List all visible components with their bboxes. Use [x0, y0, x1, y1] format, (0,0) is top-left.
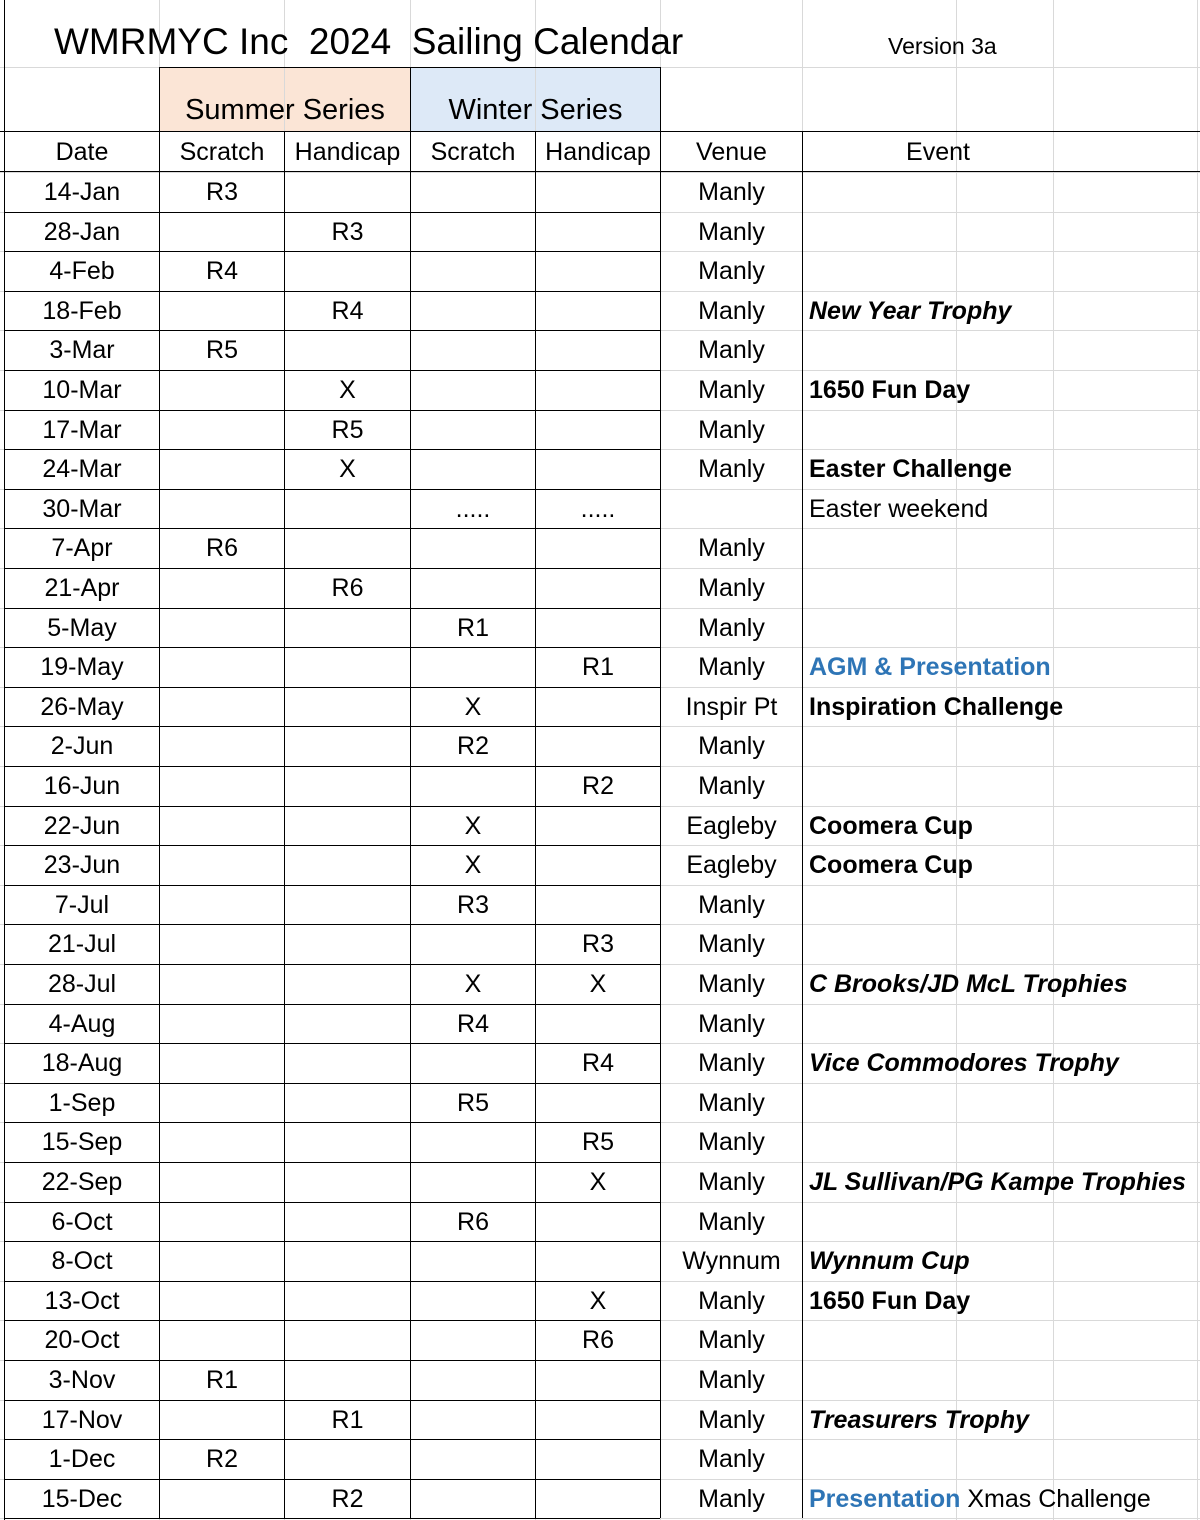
summer-scratch-cell — [160, 924, 284, 964]
winter-scratch-cell — [411, 172, 535, 212]
summer-handicap-cell: R6 — [331, 574, 364, 602]
summer-scratch-cell — [160, 845, 284, 885]
date-cell: 7-Jul — [54, 891, 110, 919]
venue-cell: Wynnum — [682, 1247, 781, 1275]
winter-scratch-cell: ..... — [455, 495, 491, 523]
summer-scratch-cell — [160, 1241, 284, 1281]
summer-scratch-cell — [160, 1400, 284, 1440]
summer-scratch-cell: R4 — [206, 257, 238, 285]
venue-cell: Eagleby — [686, 851, 777, 879]
summer-scratch-cell — [160, 410, 284, 450]
summer-handicap-cell: X — [339, 376, 356, 404]
summer-scratch-cell — [160, 291, 284, 331]
summer-handicap-cell — [285, 1043, 410, 1083]
venue-cell: Manly — [698, 1406, 765, 1434]
venue-cell: Manly — [698, 455, 765, 483]
winter-handicap-cell — [536, 608, 660, 648]
winter-scratch-cell — [411, 647, 535, 687]
date-cell: 24-Mar — [42, 455, 122, 483]
date-cell: 7-Apr — [51, 534, 113, 562]
date-cell: 26-May — [40, 693, 124, 721]
venue-cell: Inspir Pt — [685, 693, 778, 721]
summer-scratch-cell — [160, 885, 284, 925]
venue-cell: Manly — [698, 1089, 765, 1117]
summer-handicap-cell — [285, 845, 410, 885]
event-cell — [803, 1439, 1199, 1479]
header-summer-scratch: Scratch — [179, 138, 265, 166]
winter-scratch-cell — [411, 1162, 535, 1202]
winter-scratch-cell — [411, 1479, 535, 1519]
summer-handicap-cell — [285, 924, 410, 964]
winter-handicap-cell: R4 — [582, 1049, 614, 1077]
winter-scratch-cell: R5 — [457, 1089, 489, 1117]
date-cell: 16-Jun — [43, 772, 121, 800]
event-cell — [803, 1083, 1199, 1123]
winter-scratch-cell — [411, 528, 535, 568]
winter-handicap-cell — [536, 1202, 660, 1242]
event-cell — [803, 885, 1199, 925]
winter-handicap-cell: X — [589, 1287, 607, 1315]
winter-scratch-cell — [411, 449, 535, 489]
header-winter-handicap: Handicap — [545, 138, 651, 166]
summer-handicap-cell — [285, 1004, 410, 1044]
venue-cell: Manly — [698, 416, 765, 444]
date-cell: 2-Jun — [50, 732, 114, 760]
venue-cell: Manly — [698, 376, 765, 404]
winter-handicap-cell — [536, 1360, 660, 1400]
winter-scratch-cell: X — [464, 970, 482, 998]
winter-handicap-cell — [536, 1004, 660, 1044]
date-cell: 18-Feb — [42, 297, 122, 325]
summer-handicap-cell — [285, 726, 410, 766]
date-cell: 5-May — [47, 614, 117, 642]
venue-cell: Manly — [698, 178, 765, 206]
summer-handicap-cell: X — [339, 455, 356, 483]
summer-scratch-cell — [160, 1043, 284, 1083]
winter-scratch-cell: R4 — [457, 1010, 489, 1038]
header-date: Date — [55, 138, 109, 166]
event-cell: AGM & Presentation — [809, 653, 1051, 681]
date-cell: 15-Sep — [41, 1128, 123, 1156]
winter-handicap-cell — [536, 568, 660, 608]
venue-cell: Manly — [698, 1010, 765, 1038]
event-cell — [803, 1479, 1199, 1519]
winter-handicap-cell — [536, 291, 660, 331]
winter-scratch-cell — [411, 1281, 535, 1321]
summer-handicap-cell — [285, 964, 410, 1004]
winter-handicap-cell — [536, 1241, 660, 1281]
summer-scratch-cell — [160, 964, 284, 1004]
event-cell — [803, 1360, 1199, 1400]
winter-handicap-cell: X — [589, 1168, 607, 1196]
summer-scratch-cell — [160, 1281, 284, 1321]
event-cell — [803, 330, 1199, 370]
venue-cell: Manly — [698, 653, 765, 681]
event-highlight: Presentation — [809, 1485, 961, 1513]
summer-scratch-cell — [160, 726, 284, 766]
winter-scratch-cell — [411, 1122, 535, 1162]
summer-handicap-cell — [285, 1360, 410, 1400]
summer-scratch-cell — [160, 1202, 284, 1242]
date-cell: 23-Jun — [43, 851, 121, 879]
summer-handicap-cell — [285, 1439, 410, 1479]
summer-handicap-cell — [285, 885, 410, 925]
summer-handicap-cell — [285, 1122, 410, 1162]
summer-scratch-cell — [160, 1004, 284, 1044]
winter-scratch-cell — [411, 1400, 535, 1440]
event-cell: 1650 Fun Day — [809, 1287, 971, 1315]
winter-handicap-cell — [536, 845, 660, 885]
summer-handicap-cell — [285, 647, 410, 687]
summer-scratch-cell: R1 — [206, 1366, 238, 1394]
summer-scratch-cell: R5 — [206, 336, 238, 364]
event-cell: Easter Challenge — [809, 455, 1012, 483]
summer-handicap-cell — [285, 1241, 410, 1281]
event-cell — [803, 568, 1199, 608]
date-cell: 20-Oct — [44, 1326, 120, 1354]
date-cell: 14-Jan — [43, 178, 121, 206]
winter-handicap-cell: X — [589, 970, 607, 998]
summer-scratch-cell — [160, 1479, 284, 1519]
event-cell — [803, 212, 1199, 252]
event-cell — [803, 410, 1199, 450]
winter-scratch-cell — [411, 1439, 535, 1479]
winter-handicap-cell — [536, 410, 660, 450]
winter-handicap-cell — [536, 330, 660, 370]
summer-handicap-cell: R3 — [331, 218, 364, 246]
date-cell: 21-Apr — [44, 574, 120, 602]
venue-cell: Manly — [698, 336, 765, 364]
winter-scratch-cell: R3 — [457, 891, 489, 919]
summer-handicap-cell — [285, 172, 410, 212]
summer-handicap-cell — [285, 1320, 410, 1360]
venue-cell: Manly — [698, 1287, 765, 1315]
event-cell — [803, 1320, 1199, 1360]
winter-handicap-cell — [536, 528, 660, 568]
date-cell: 4-Feb — [49, 257, 115, 285]
event-cell — [803, 608, 1199, 648]
summer-scratch-cell — [160, 449, 284, 489]
date-cell: 17-Mar — [42, 416, 122, 444]
venue-cell: Manly — [698, 930, 765, 958]
event-cell: Wynnum Cup — [809, 1247, 970, 1275]
winter-scratch-cell — [411, 330, 535, 370]
venue-cell: Manly — [698, 772, 765, 800]
winter-handicap-cell — [536, 1400, 660, 1440]
summer-handicap-cell — [285, 1202, 410, 1242]
winter-handicap-cell: R1 — [582, 653, 614, 681]
event-cell: JL Sullivan/PG Kampe Trophies — [809, 1168, 1186, 1196]
event-cell: Coomera Cup — [809, 812, 973, 840]
date-cell: 1-Dec — [48, 1445, 116, 1473]
event-cell — [803, 172, 1199, 212]
date-cell: 28-Jul — [47, 970, 117, 998]
summer-scratch-cell — [160, 806, 284, 846]
event-cell: New Year Trophy — [809, 297, 1012, 325]
winter-handicap-cell: R6 — [582, 1326, 614, 1354]
event-cell — [803, 924, 1199, 964]
summer-handicap-cell: R4 — [331, 297, 364, 325]
winter-handicap-cell — [536, 212, 660, 252]
header-winter-scratch: Scratch — [430, 138, 516, 166]
summer-handicap-cell — [285, 1083, 410, 1123]
winter-handicap-cell: R5 — [582, 1128, 614, 1156]
winter-handicap-cell: R3 — [582, 930, 614, 958]
winter-scratch-cell — [411, 370, 535, 410]
date-cell: 30-Mar — [42, 495, 122, 523]
venue-cell: Manly — [698, 970, 765, 998]
event-cell — [803, 1202, 1199, 1242]
venue-cell: Manly — [698, 1326, 765, 1354]
date-cell: 1-Sep — [48, 1089, 116, 1117]
header-event: Event — [906, 138, 970, 166]
venue-cell: Eagleby — [686, 812, 777, 840]
winter-handicap-cell — [536, 449, 660, 489]
event-cell — [803, 766, 1199, 806]
date-cell: 28-Jan — [43, 218, 121, 246]
venue-cell: Manly — [698, 1168, 765, 1196]
winter-scratch-cell: X — [464, 812, 482, 840]
winter-scratch-cell — [411, 766, 535, 806]
summer-handicap-cell — [285, 766, 410, 806]
winter-handicap-cell — [536, 370, 660, 410]
date-cell: 19-May — [40, 653, 124, 681]
winter-handicap-cell — [536, 806, 660, 846]
summer-handicap-cell — [285, 1162, 410, 1202]
date-cell: 10-Mar — [42, 376, 122, 404]
date-cell: 18-Aug — [41, 1049, 123, 1077]
event-cell — [803, 1122, 1199, 1162]
summer-scratch-cell — [160, 1320, 284, 1360]
venue-cell: Manly — [698, 1485, 765, 1513]
date-cell: 22-Sep — [41, 1168, 123, 1196]
summer-scratch-cell: R6 — [206, 534, 238, 562]
winter-scratch-cell — [411, 1320, 535, 1360]
winter-scratch-cell — [411, 1241, 535, 1281]
page-title: WMRMYC Inc 2024 Sailing Calendar — [54, 21, 684, 62]
venue-cell: Manly — [698, 891, 765, 919]
summer-scratch-cell — [160, 1083, 284, 1123]
venue-cell: Manly — [698, 732, 765, 760]
venue-cell: Manly — [698, 1208, 765, 1236]
winter-handicap-cell — [536, 726, 660, 766]
summer-series-label: Summer Series — [185, 94, 385, 126]
summer-handicap-cell — [285, 608, 410, 648]
venue-cell: Manly — [698, 1128, 765, 1156]
event-cell — [803, 726, 1199, 766]
event-cell: 1650 Fun Day — [809, 376, 971, 404]
winter-scratch-cell — [411, 1043, 535, 1083]
date-cell: 17-Nov — [41, 1406, 123, 1434]
summer-scratch-cell — [160, 489, 284, 529]
date-cell: 3-Mar — [49, 336, 115, 364]
winter-handicap-cell — [536, 687, 660, 727]
summer-scratch-cell — [160, 608, 284, 648]
winter-series-label: Winter Series — [448, 94, 623, 126]
event-cell: Coomera Cup — [809, 851, 973, 879]
summer-scratch-cell — [160, 568, 284, 608]
summer-scratch-cell — [160, 766, 284, 806]
venue-cell: Manly — [698, 534, 765, 562]
winter-handicap-cell — [536, 251, 660, 291]
summer-scratch-cell: R3 — [206, 178, 238, 206]
date-cell: 6-Oct — [51, 1208, 113, 1236]
date-cell: 15-Dec — [41, 1485, 123, 1513]
winter-scratch-cell — [411, 924, 535, 964]
winter-handicap-cell — [536, 1439, 660, 1479]
venue-cell: Manly — [698, 1049, 765, 1077]
event-cell: C Brooks/JD McL Trophies — [809, 970, 1128, 998]
date-cell: 8-Oct — [51, 1247, 113, 1275]
summer-handicap-cell — [285, 687, 410, 727]
event-cell: Vice Commodores Trophy — [809, 1049, 1119, 1077]
winter-handicap-cell: R2 — [582, 772, 614, 800]
summer-handicap-cell: R1 — [331, 1406, 364, 1434]
event-cell — [803, 1004, 1199, 1044]
venue-cell: Manly — [698, 1366, 765, 1394]
winter-handicap-cell: ..... — [580, 495, 616, 523]
summer-handicap-cell: R2 — [331, 1485, 364, 1513]
header-venue: Venue — [696, 138, 767, 166]
summer-handicap-cell — [285, 1281, 410, 1321]
winter-scratch-cell: R6 — [457, 1208, 489, 1236]
venue-cell: Manly — [698, 1445, 765, 1473]
winter-scratch-cell: X — [464, 851, 482, 879]
date-cell: 21-Jul — [47, 930, 117, 958]
winter-scratch-cell — [411, 568, 535, 608]
event-text: Xmas Challenge — [960, 1485, 1151, 1513]
winter-handicap-cell — [536, 1479, 660, 1519]
venue-cell: Manly — [698, 218, 765, 246]
summer-scratch-cell — [160, 1162, 284, 1202]
venue-cell: Manly — [698, 614, 765, 642]
winter-handicap-cell — [536, 1083, 660, 1123]
winter-scratch-cell — [411, 251, 535, 291]
winter-scratch-cell — [411, 410, 535, 450]
winter-handicap-cell — [536, 885, 660, 925]
event-cell: Easter weekend — [809, 495, 989, 523]
date-cell: 22-Jun — [43, 812, 121, 840]
venue-cell: Manly — [698, 257, 765, 285]
summer-scratch-cell — [160, 1122, 284, 1162]
date-cell: 3-Nov — [48, 1366, 116, 1394]
event-cell — [803, 528, 1199, 568]
table-border — [660, 67, 661, 132]
summer-handicap-cell — [285, 806, 410, 846]
event-cell — [803, 251, 1199, 291]
summer-handicap-cell — [285, 251, 410, 291]
summer-handicap-cell — [285, 330, 410, 370]
summer-scratch-cell — [160, 687, 284, 727]
date-cell: 4-Aug — [48, 1010, 116, 1038]
summer-handicap-cell — [285, 528, 410, 568]
summer-scratch-cell — [160, 647, 284, 687]
winter-scratch-cell: X — [464, 693, 482, 721]
date-cell: 13-Oct — [44, 1287, 120, 1315]
event-cell: Treasurers Trophy — [809, 1406, 1030, 1434]
winter-scratch-cell — [411, 291, 535, 331]
venue-cell: Manly — [698, 297, 765, 325]
event-cell: Inspiration Challenge — [809, 693, 1064, 721]
winter-scratch-cell — [411, 1360, 535, 1400]
header-summer-handicap: Handicap — [294, 138, 401, 166]
venue-cell: Manly — [698, 574, 765, 602]
summer-scratch-cell: R2 — [206, 1445, 238, 1473]
winter-scratch-cell — [411, 212, 535, 252]
summer-scratch-cell — [160, 212, 284, 252]
winter-scratch-cell: R2 — [457, 732, 489, 760]
venue-cell — [661, 489, 802, 529]
winter-scratch-cell: R1 — [457, 614, 489, 642]
version-label: Version 3a — [888, 33, 997, 59]
summer-scratch-cell — [160, 370, 284, 410]
winter-handicap-cell — [536, 172, 660, 212]
summer-handicap-cell: R5 — [331, 416, 364, 444]
summer-handicap-cell — [285, 489, 410, 529]
